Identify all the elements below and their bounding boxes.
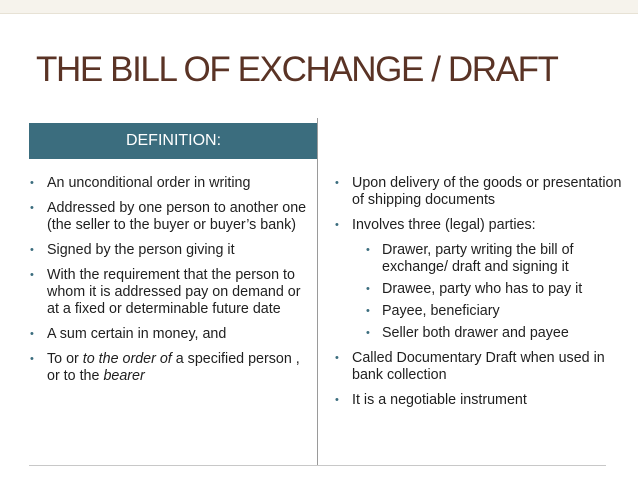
bottom-divider <box>29 465 606 466</box>
list-item: • Called Documentary Draft when used in bank collection <box>335 350 625 384</box>
top-decorative-band <box>0 0 638 13</box>
text-run: To or <box>47 351 83 367</box>
sub-list-item: • Payee, beneficiary <box>366 303 625 320</box>
parties-sublist <box>352 242 625 342</box>
list-item: • Upon delivery of the goods or presentation of shipping documents <box>335 175 625 209</box>
list-item-text: Involves three (legal) parties: <box>352 217 536 233</box>
sub-list-item: • Drawee, party who has to pay it <box>366 281 625 298</box>
list-item: • With the requirement that the person to whom it is addressed pay on demand or at a fixed or determinable future date <box>30 267 312 318</box>
list-item: • It is a negotiable instrument <box>335 392 625 409</box>
definition-header: DEFINITION: <box>29 123 318 159</box>
italic-text-run: to the order of <box>82 351 172 367</box>
right-bullet-list <box>335 175 625 409</box>
left-column <box>30 175 312 393</box>
list-item: • A sum certain in money, and <box>30 326 312 343</box>
column-divider <box>317 118 318 465</box>
sub-list-item: • Drawer, party writing the bill of exchange/ draft and signing it <box>366 242 625 276</box>
list-item <box>335 217 625 342</box>
text-run: a specified person , or to the <box>47 351 300 384</box>
slide-title: THE BILL OF EXCHANGE / DRAFT <box>36 50 558 89</box>
sub-list-item: • Seller both drawer and payee <box>366 325 625 342</box>
left-bullet-list <box>30 175 312 385</box>
list-item: • Addressed by one person to another one (the seller to the buyer or buyer’s bank) <box>30 200 312 234</box>
italic-text-run: bearer <box>103 368 145 384</box>
right-column <box>335 175 625 417</box>
list-item <box>30 351 312 385</box>
list-item: • Signed by the person giving it <box>30 242 312 259</box>
top-band-divider <box>0 13 638 14</box>
list-item: • An unconditional order in writing <box>30 175 312 192</box>
